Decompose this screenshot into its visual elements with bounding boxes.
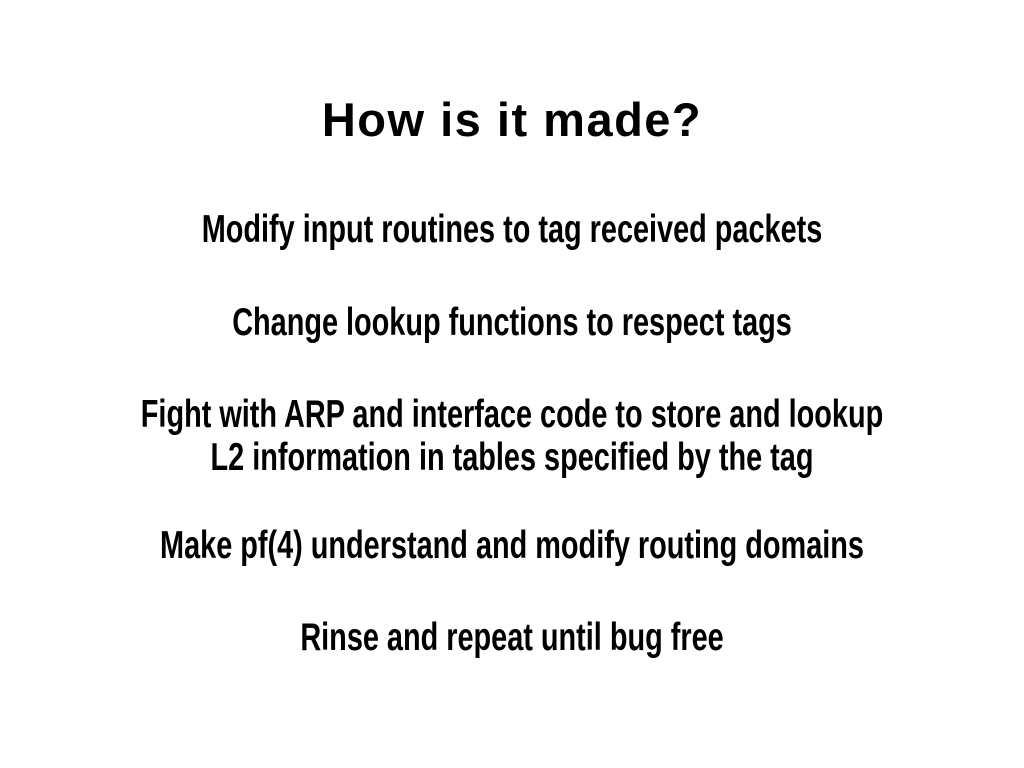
slide-title: How is it made?	[321, 93, 703, 146]
bullet-line-make-pf: Make pf(4) understand and modify routing domains	[160, 524, 864, 567]
bullet-line-modify-input: Modify input routines to tag received packets	[201, 208, 823, 251]
bullet-line-fight-arp: Fight with ARP and interface code to store and lookup	[140, 393, 884, 436]
bullet-line-l2-information: L2 information in tables specified by the tag	[210, 436, 814, 479]
bullet-line-rinse-repeat: Rinse and repeat until bug free	[300, 616, 724, 659]
bullet-line-change-lookup: Change lookup functions to respect tags	[232, 301, 792, 344]
